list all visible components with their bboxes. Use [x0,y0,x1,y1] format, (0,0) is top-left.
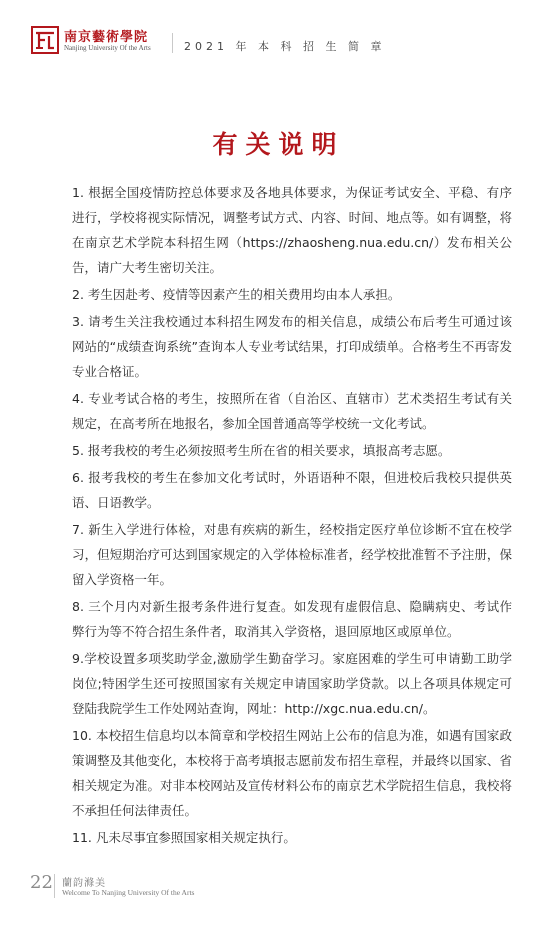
logo-english-name: Nanjing University Of the Arts [64,44,151,52]
brochure-title: 2021 年 本 科 招 生 简 章 [184,40,386,53]
page-number: 22 [30,872,53,893]
note-paragraph-4: 4. 专业考试合格的考生，按照所在省（自治区、直辖市）艺术类招生考试有关规定，在高考所在地报名，参加全国普通高等学校统一文化考试。 [72,391,512,431]
university-seal-icon [31,26,59,54]
note-paragraph-8: 8. 三个月内对新生报考条件进行复查。如发现有虚假信息、隐瞒病史、考试作弊行为等不符合招生条件者，取消其入学资格，退回原地区或原单位。 [72,599,512,639]
note-paragraph-2: 2. 考生因赴考、疫情等因素产生的相关费用均由本人承担。 [72,287,401,302]
note-paragraph-6: 6. 报考我校的考生在参加文化考试时，外语语种不限，但进校后我校只提供英语、日语教学。 [72,470,512,510]
page-footer [0,868,557,908]
footer-divider [54,874,55,898]
note-paragraph-11: 11. 凡未尽事宜参照国家相关规定执行。 [72,830,296,845]
footer-slogan-chinese: 蘭韵滌美 [62,878,106,889]
note-paragraph-5: 5. 报考我校的考生必须按照考生所在省的相关要求，填报高考志愿。 [72,443,451,458]
logo-chinese-name: 南京藝術學院 [64,30,149,45]
notes-body [72,180,512,852]
footer-slogan-english: Welcome To Nanjing University Of the Arts [62,888,195,897]
page-title: 有关说明 [212,130,345,159]
note-paragraph-1: 1. 根据全国疫情防控总体要求及各地具体要求，为保证考试安全、平稳、有序进行，学校将视实际情况，调整考试方式、内容、时间、地点等。如有调整，将在南京艺术学院本科招生网（https://zhaosheng.nua.edu.cn/）发布相关公告，请广大考生密切关注。 [72,185,512,275]
note-paragraph-3: 3. 请考生关注我校通过本科招生网发布的相关信息，成绩公布后考生可通过该网站的“成绩查询系统”查询本人专业考试结果，打印成绩单。合格考生不再寄发专业合格证。 [72,314,512,379]
note-paragraph-10: 10. 本校招生信息均以本简章和学校招生网站上公布的信息为准，如遇有国家政策调整及其他变化，本校将于高考填报志愿前发布招生章程，并最终以国家、省相关规定为准。对非本校网站及宣传材料公布的南京艺术学院招生信息，我校将不承担任何法律责任。 [72,728,512,818]
note-paragraph-7: 7. 新生入学进行体检，对患有疾病的新生，经校指定医疗单位诊断不宜在校学习，但短期治疗可达到国家规定的入学体检标准者，经学校批准暂不予注册，保留入学资格一年。 [72,522,512,587]
header-divider [172,33,173,53]
note-paragraph-9: 9.学校设置多项奖助学金,激励学生勤奋学习。家庭困难的学生可申请勤工助学岗位;特困学生还可按照国家有关规定申请国家助学贷款。以上各项具体规定可登陆我院学生工作处网站查询，网址：http://xgc.nua.edu.cn/。 [72,651,512,716]
page-header [0,0,557,60]
